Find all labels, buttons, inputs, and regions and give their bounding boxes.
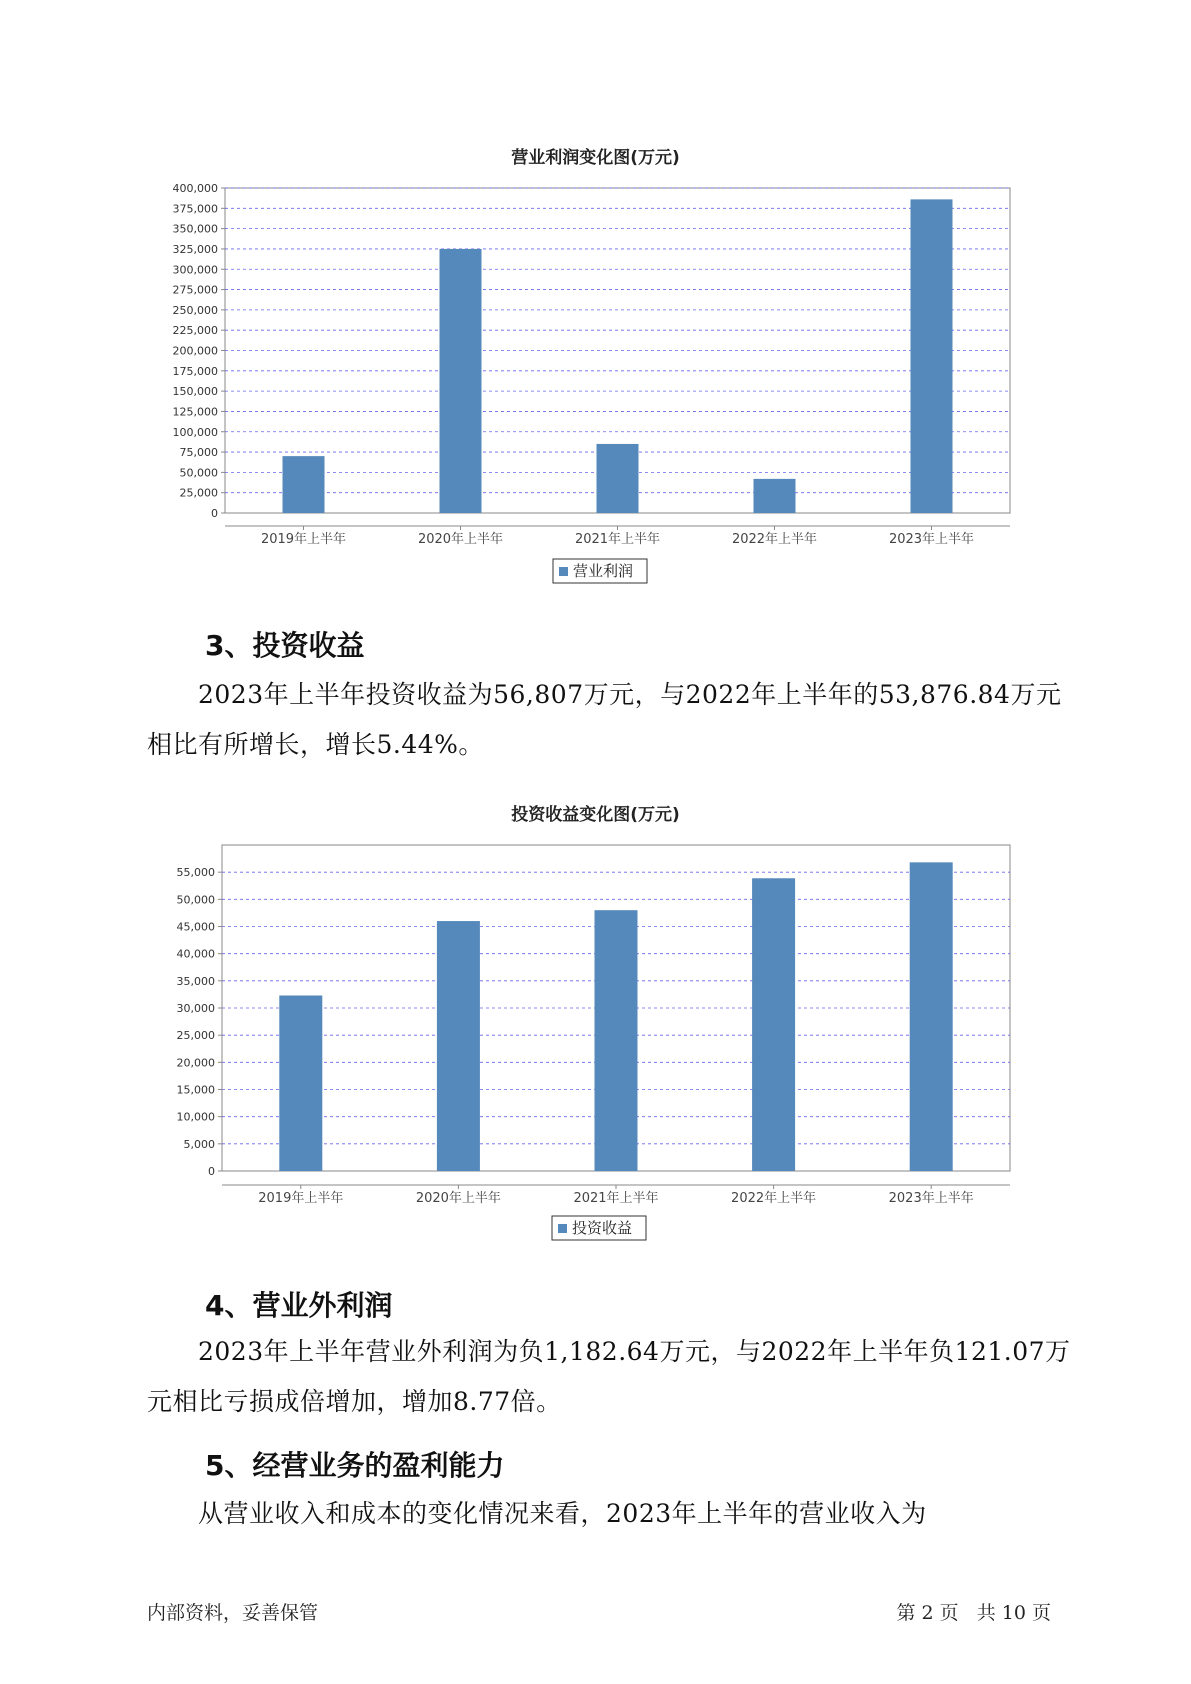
y-tick-label: 175,000 xyxy=(172,364,218,378)
section-heading-non-operating-profit: 4、营业外利润 xyxy=(205,1289,393,1322)
x-tick-label: 2019年上半年 xyxy=(260,532,347,547)
x-tick-label: 2023年上半年 xyxy=(888,532,975,547)
x-tick-label: 2021年上半年 xyxy=(573,1191,659,1206)
section-heading-profitability: 5、经营业务的盈利能力 xyxy=(205,1449,505,1482)
y-tick-label: 15,000 xyxy=(176,1083,215,1097)
y-tick-label: 250,000 xyxy=(172,303,218,317)
chart-title-investment-income: 投资收益变化图(万元) xyxy=(511,805,680,825)
legend-swatch xyxy=(559,567,568,576)
bar xyxy=(595,910,638,1171)
legend-swatch xyxy=(558,1224,567,1233)
chart-title-operating-profit: 营业利润变化图(万元) xyxy=(511,148,680,168)
bar xyxy=(440,249,482,513)
investment-income-chart xyxy=(0,825,1191,1255)
y-tick-label: 50,000 xyxy=(179,466,218,480)
section-paragraph-profitability: 从营业收入和成本的变化情况来看，2023年上半年的营业收入为 xyxy=(198,1499,927,1528)
y-tick-label: 5,000 xyxy=(183,1137,215,1151)
legend-label: 投资收益 xyxy=(572,1219,633,1237)
x-tick-label: 2021年上半年 xyxy=(574,532,661,547)
y-tick-label: 0 xyxy=(211,507,218,520)
bar xyxy=(597,444,639,513)
y-tick-label: 100,000 xyxy=(172,425,218,439)
x-tick-label: 2019年上半年 xyxy=(258,1191,344,1206)
x-tick-label: 2022年上半年 xyxy=(731,532,818,547)
x-tick-label: 2020年上半年 xyxy=(415,1191,501,1206)
y-tick-label: 10,000 xyxy=(176,1110,215,1124)
operating-profit-chart xyxy=(0,170,1191,610)
y-tick-label: 225,000 xyxy=(172,324,218,338)
bar xyxy=(283,456,325,513)
y-tick-label: 25,000 xyxy=(176,1029,215,1043)
y-tick-label: 30,000 xyxy=(176,1002,215,1015)
y-tick-label: 20,000 xyxy=(176,1056,215,1070)
bar xyxy=(911,199,953,513)
footer-confidential-note: 内部资料，妥善保管 xyxy=(147,1602,319,1624)
y-tick-label: 35,000 xyxy=(176,974,215,988)
x-tick-label: 2023年上半年 xyxy=(888,1191,974,1206)
y-tick-label: 45,000 xyxy=(176,920,215,934)
y-tick-label: 375,000 xyxy=(172,202,218,216)
x-tick-label: 2022年上半年 xyxy=(731,1191,817,1206)
y-tick-label: 350,000 xyxy=(172,222,218,236)
footer-total-pages: 共 10 页 xyxy=(976,1602,1051,1624)
bar xyxy=(754,479,796,513)
y-tick-label: 300,000 xyxy=(172,263,218,277)
bar xyxy=(752,878,795,1171)
y-tick-label: 0 xyxy=(208,1165,215,1178)
y-tick-label: 400,000 xyxy=(172,182,218,195)
y-tick-label: 125,000 xyxy=(172,405,218,419)
y-tick-label: 200,000 xyxy=(172,344,218,358)
y-tick-label: 25,000 xyxy=(179,486,218,500)
bar xyxy=(910,862,953,1171)
section-heading-investment-income: 3、投资收益 xyxy=(205,629,365,662)
y-tick-label: 75,000 xyxy=(179,446,218,460)
bar xyxy=(279,996,322,1171)
footer-current-page: 第 2 页 xyxy=(896,1602,959,1624)
y-tick-label: 40,000 xyxy=(176,947,215,961)
y-tick-label: 325,000 xyxy=(172,242,218,256)
y-tick-label: 50,000 xyxy=(176,893,215,907)
y-tick-label: 275,000 xyxy=(172,283,218,297)
section-paragraph-non-operating-profit: 2023年上半年营业外利润为负1,182.64万元，与2022年上半年负121.07万元相比亏损成倍增加，增加8.77倍。 xyxy=(147,1337,1071,1416)
bar xyxy=(437,921,480,1171)
y-tick-label: 55,000 xyxy=(176,866,215,880)
section-paragraph-investment-income: 2023年上半年投资收益为56,807万元，与2022年上半年的53,876.84万元相比有所增长，增长5.44%。 xyxy=(147,680,1062,759)
legend-label: 营业利润 xyxy=(573,562,634,580)
footer-page-number xyxy=(896,1598,1051,1625)
y-tick-label: 150,000 xyxy=(172,385,218,399)
x-tick-label: 2020年上半年 xyxy=(417,532,504,547)
